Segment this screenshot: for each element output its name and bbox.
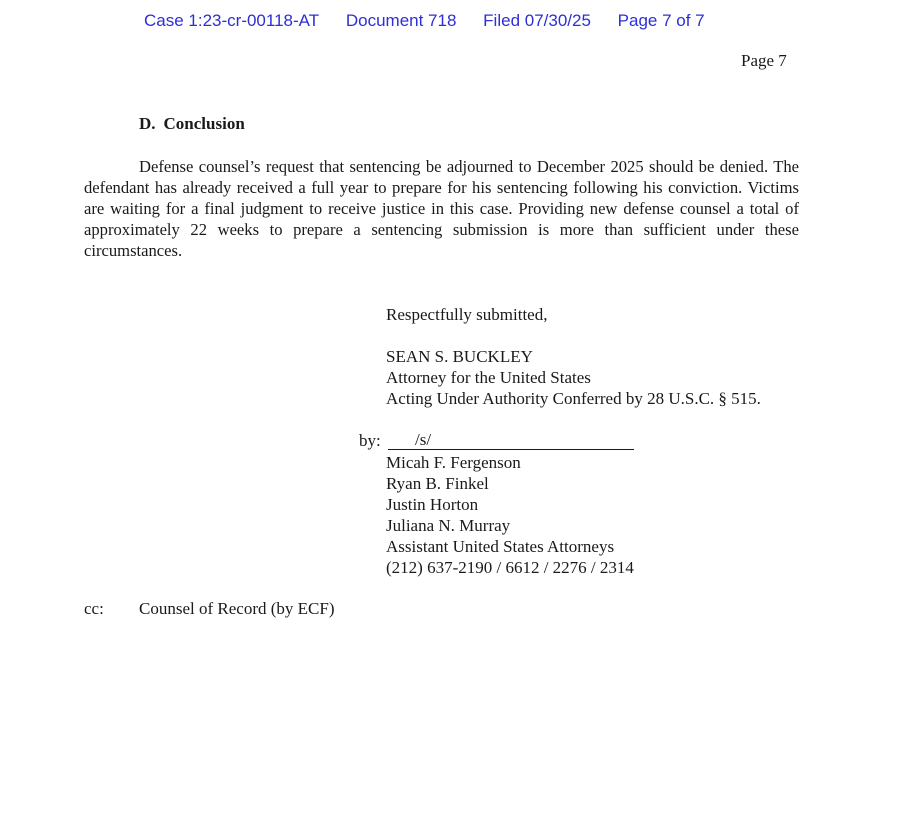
- section-heading: [139, 114, 245, 134]
- attorney-name: Ryan B. Finkel: [386, 474, 489, 493]
- signature-line: [388, 430, 634, 450]
- us-attorney-title: Attorney for the United States: [386, 368, 591, 387]
- attorney-phone: (212) 637-2190 / 6612 / 2276 / 2314: [386, 558, 634, 577]
- authority-statement: Acting Under Authority Conferred by 28 U.S.C. § 515.: [386, 389, 761, 408]
- document-number: Document 718: [345, 11, 457, 30]
- signature-mark: /s/: [415, 430, 432, 449]
- cc-label: cc:: [84, 599, 104, 618]
- page-count: Page 7 of 7: [617, 11, 705, 30]
- page-number: Page 7: [741, 51, 787, 70]
- attorney-name: Justin Horton: [386, 495, 479, 514]
- attorney-role: Assistant United States Attorneys: [386, 537, 615, 556]
- section-title: Conclusion: [163, 114, 245, 133]
- closing-salutation: Respectfully submitted,: [386, 305, 548, 324]
- office-signature-block: [386, 346, 761, 409]
- conclusion-paragraph: Defense counsel’s request that sentencing be adjourned to December 2025 should be denied. The defendant has already received a full year to prepare for his sentencing following his conviction. Victims are waiting for a final judgment to receive justice in this case. Providing new defense counsel a total of approximately 22 weeks to prepare a sentencing submission is more than sufficient under these circumstances.: [84, 157, 799, 260]
- case-number: Case 1:23-cr-00118-AT: [144, 11, 320, 30]
- attorney-list: [386, 452, 634, 578]
- attorney-name: Micah F. Fergenson: [386, 453, 521, 472]
- filed-date: Filed 07/30/25: [483, 11, 591, 30]
- us-attorney-name: SEAN S. BUCKLEY: [386, 347, 533, 366]
- section-letter: D.: [139, 114, 156, 133]
- by-label: by:: [359, 431, 381, 450]
- cc-recipients: Counsel of Record (by ECF): [139, 599, 335, 618]
- attorney-name: Juliana N. Murray: [386, 516, 511, 535]
- ecf-filing-header: [144, 11, 705, 31]
